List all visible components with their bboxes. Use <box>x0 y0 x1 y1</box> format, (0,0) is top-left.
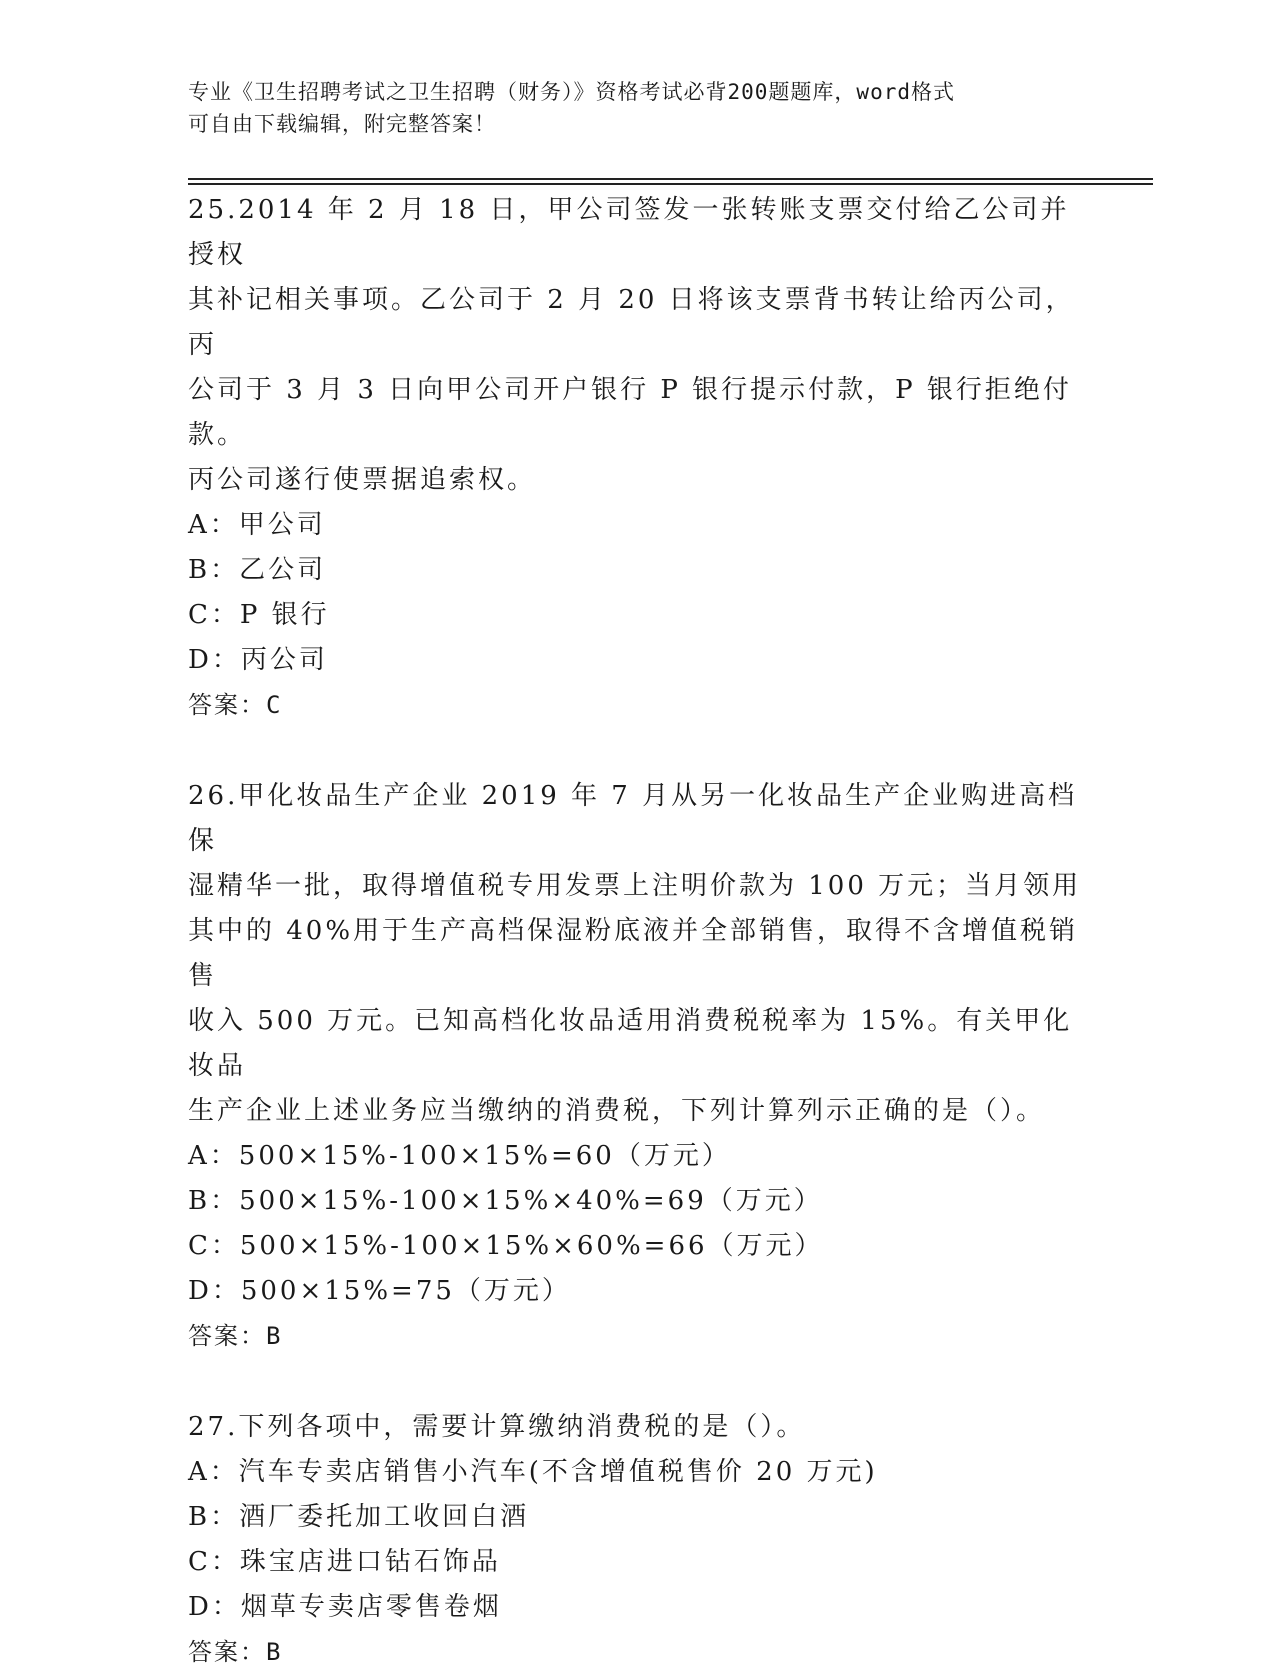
answer-line: 答案：B <box>188 1638 283 1666</box>
question-stem-line: 26.甲化妆品生产企业 2019 年 7 月从另一化妆品生产企业购进高档保 <box>188 781 1078 856</box>
option-a: A：甲公司 <box>188 510 326 540</box>
answer-line: 答案：C <box>188 691 283 719</box>
question-stem-line: 公司于 3 月 3 日向甲公司开户银行 P 银行提示付款，P 银行拒绝付款。 <box>188 375 1072 450</box>
option-a: A：汽车专卖店销售小汽车(不含增值税售价 20 万元) <box>188 1457 878 1487</box>
question-stem-line: 湿精华一批，取得增值税专用发票上注明价款为 100 万元；当月领用 <box>188 871 1082 901</box>
header-divider-bottom <box>188 183 1153 185</box>
question-spacer <box>188 728 1088 774</box>
header-divider-top <box>188 178 1153 180</box>
question-spacer <box>188 1359 1088 1405</box>
question-stem-line: 其补记相关事项。乙公司于 2 月 20 日将该支票背书转让给丙公司，丙 <box>188 285 1075 360</box>
option-c: C：500×15%-100×15%×60%=66（万元） <box>188 1231 824 1261</box>
header-line-1: 专业《卫生招聘考试之卫生招聘（财务）》资格考试必背200题题库，word格式 <box>188 80 955 104</box>
question-27 <box>188 1405 1088 1675</box>
option-b: B：酒厂委托加工收回白酒 <box>188 1502 530 1532</box>
question-26 <box>188 774 1088 1359</box>
option-d: D：丙公司 <box>188 645 328 675</box>
question-stem-line: 收入 500 万元。已知高档化妆品适用消费税税率为 15%。有关甲化妆品 <box>188 1006 1073 1081</box>
question-stem-line: 丙公司遂行使票据追索权。 <box>188 465 537 495</box>
question-stem-line: 其中的 40%用于生产高档保湿粉底液并全部销售，取得不含增值税销售 <box>188 916 1079 991</box>
option-d: D：烟草专卖店零售卷烟 <box>188 1592 502 1622</box>
answer-line: 答案：B <box>188 1322 283 1350</box>
question-stem-line: 25.2014 年 2 月 18 日，甲公司签发一张转账支票交付给乙公司并授权 <box>188 195 1070 270</box>
header-line-2: 可自由下载编辑，附完整答案！ <box>188 112 496 136</box>
option-c: C：珠宝店进口钻石饰品 <box>188 1547 501 1577</box>
option-b: B：乙公司 <box>188 555 327 585</box>
question-stem-line: 生产企业上述业务应当缴纳的消费税，下列计算列示正确的是（）。 <box>188 1096 1046 1126</box>
option-c: C：P 银行 <box>188 600 330 630</box>
option-b: B：500×15%-100×15%×40%=69（万元） <box>188 1186 823 1216</box>
option-a: A：500×15%-100×15%=60（万元） <box>188 1141 731 1171</box>
option-d: D：500×15%=75（万元） <box>188 1276 571 1306</box>
question-25 <box>188 188 1088 728</box>
document-header <box>188 76 1088 140</box>
question-stem-line: 27.下列各项中，需要计算缴纳消费税的是（）。 <box>188 1412 806 1442</box>
question-list <box>188 188 1088 1675</box>
